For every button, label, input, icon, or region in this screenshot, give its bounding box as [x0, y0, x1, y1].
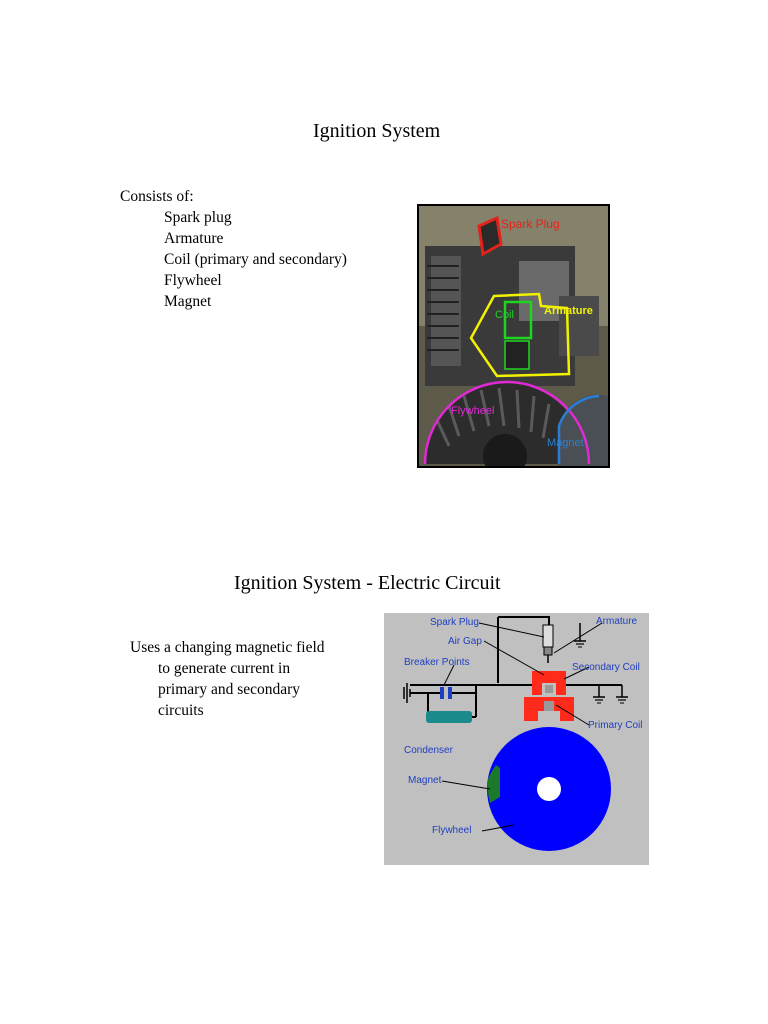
- breaker-points-icon: [440, 687, 444, 699]
- section-title-electric-circuit: Ignition System - Electric Circuit: [234, 572, 501, 594]
- components-list: [164, 207, 347, 312]
- description-line: circuits: [158, 702, 204, 719]
- diagram-label-spark-plug: Spark Plug: [430, 617, 479, 628]
- photo-label-flywheel: Flywheel: [451, 405, 495, 417]
- diagram-label-flywheel: Flywheel: [432, 825, 472, 836]
- diagram-label-condenser: Condenser: [404, 745, 453, 756]
- list-item: Flywheel: [164, 272, 222, 289]
- diagram-label-magnet: Magnet: [408, 775, 442, 786]
- photo-label-armature: Armature: [544, 305, 593, 317]
- list-item: Spark plug: [164, 209, 232, 226]
- photo-label-coil: Coil: [495, 309, 514, 321]
- list-item: Armature: [164, 230, 224, 247]
- engine-photo: [417, 204, 610, 468]
- spark-plug-icon: [543, 625, 553, 647]
- diagram-label-primary-coil: Primary Coil: [588, 720, 643, 731]
- list-item: Magnet: [164, 293, 212, 310]
- photo-label-magnet: Magnet: [547, 437, 584, 449]
- photo-label-spark-plug: Spark Plug: [501, 217, 560, 231]
- description-line: to generate current in: [158, 660, 291, 677]
- condenser-icon: [426, 711, 472, 723]
- description-line: Uses a changing magnetic field: [130, 639, 325, 656]
- diagram-label-breaker-points: Breaker Points: [404, 657, 470, 668]
- circuit-diagram: [384, 613, 649, 865]
- description-line: primary and secondary: [158, 681, 301, 698]
- circuit-description: [130, 637, 325, 721]
- diagram-label-secondary-coil: Secondary Coil: [572, 662, 640, 673]
- page-title-ignition-system: Ignition System: [313, 120, 441, 142]
- diagram-label-armature: Armature: [596, 616, 638, 627]
- list-item: Coil (primary and secondary): [164, 251, 347, 268]
- diagram-label-air-gap: Air Gap: [448, 636, 482, 647]
- components-intro: Consists of:: [120, 188, 194, 205]
